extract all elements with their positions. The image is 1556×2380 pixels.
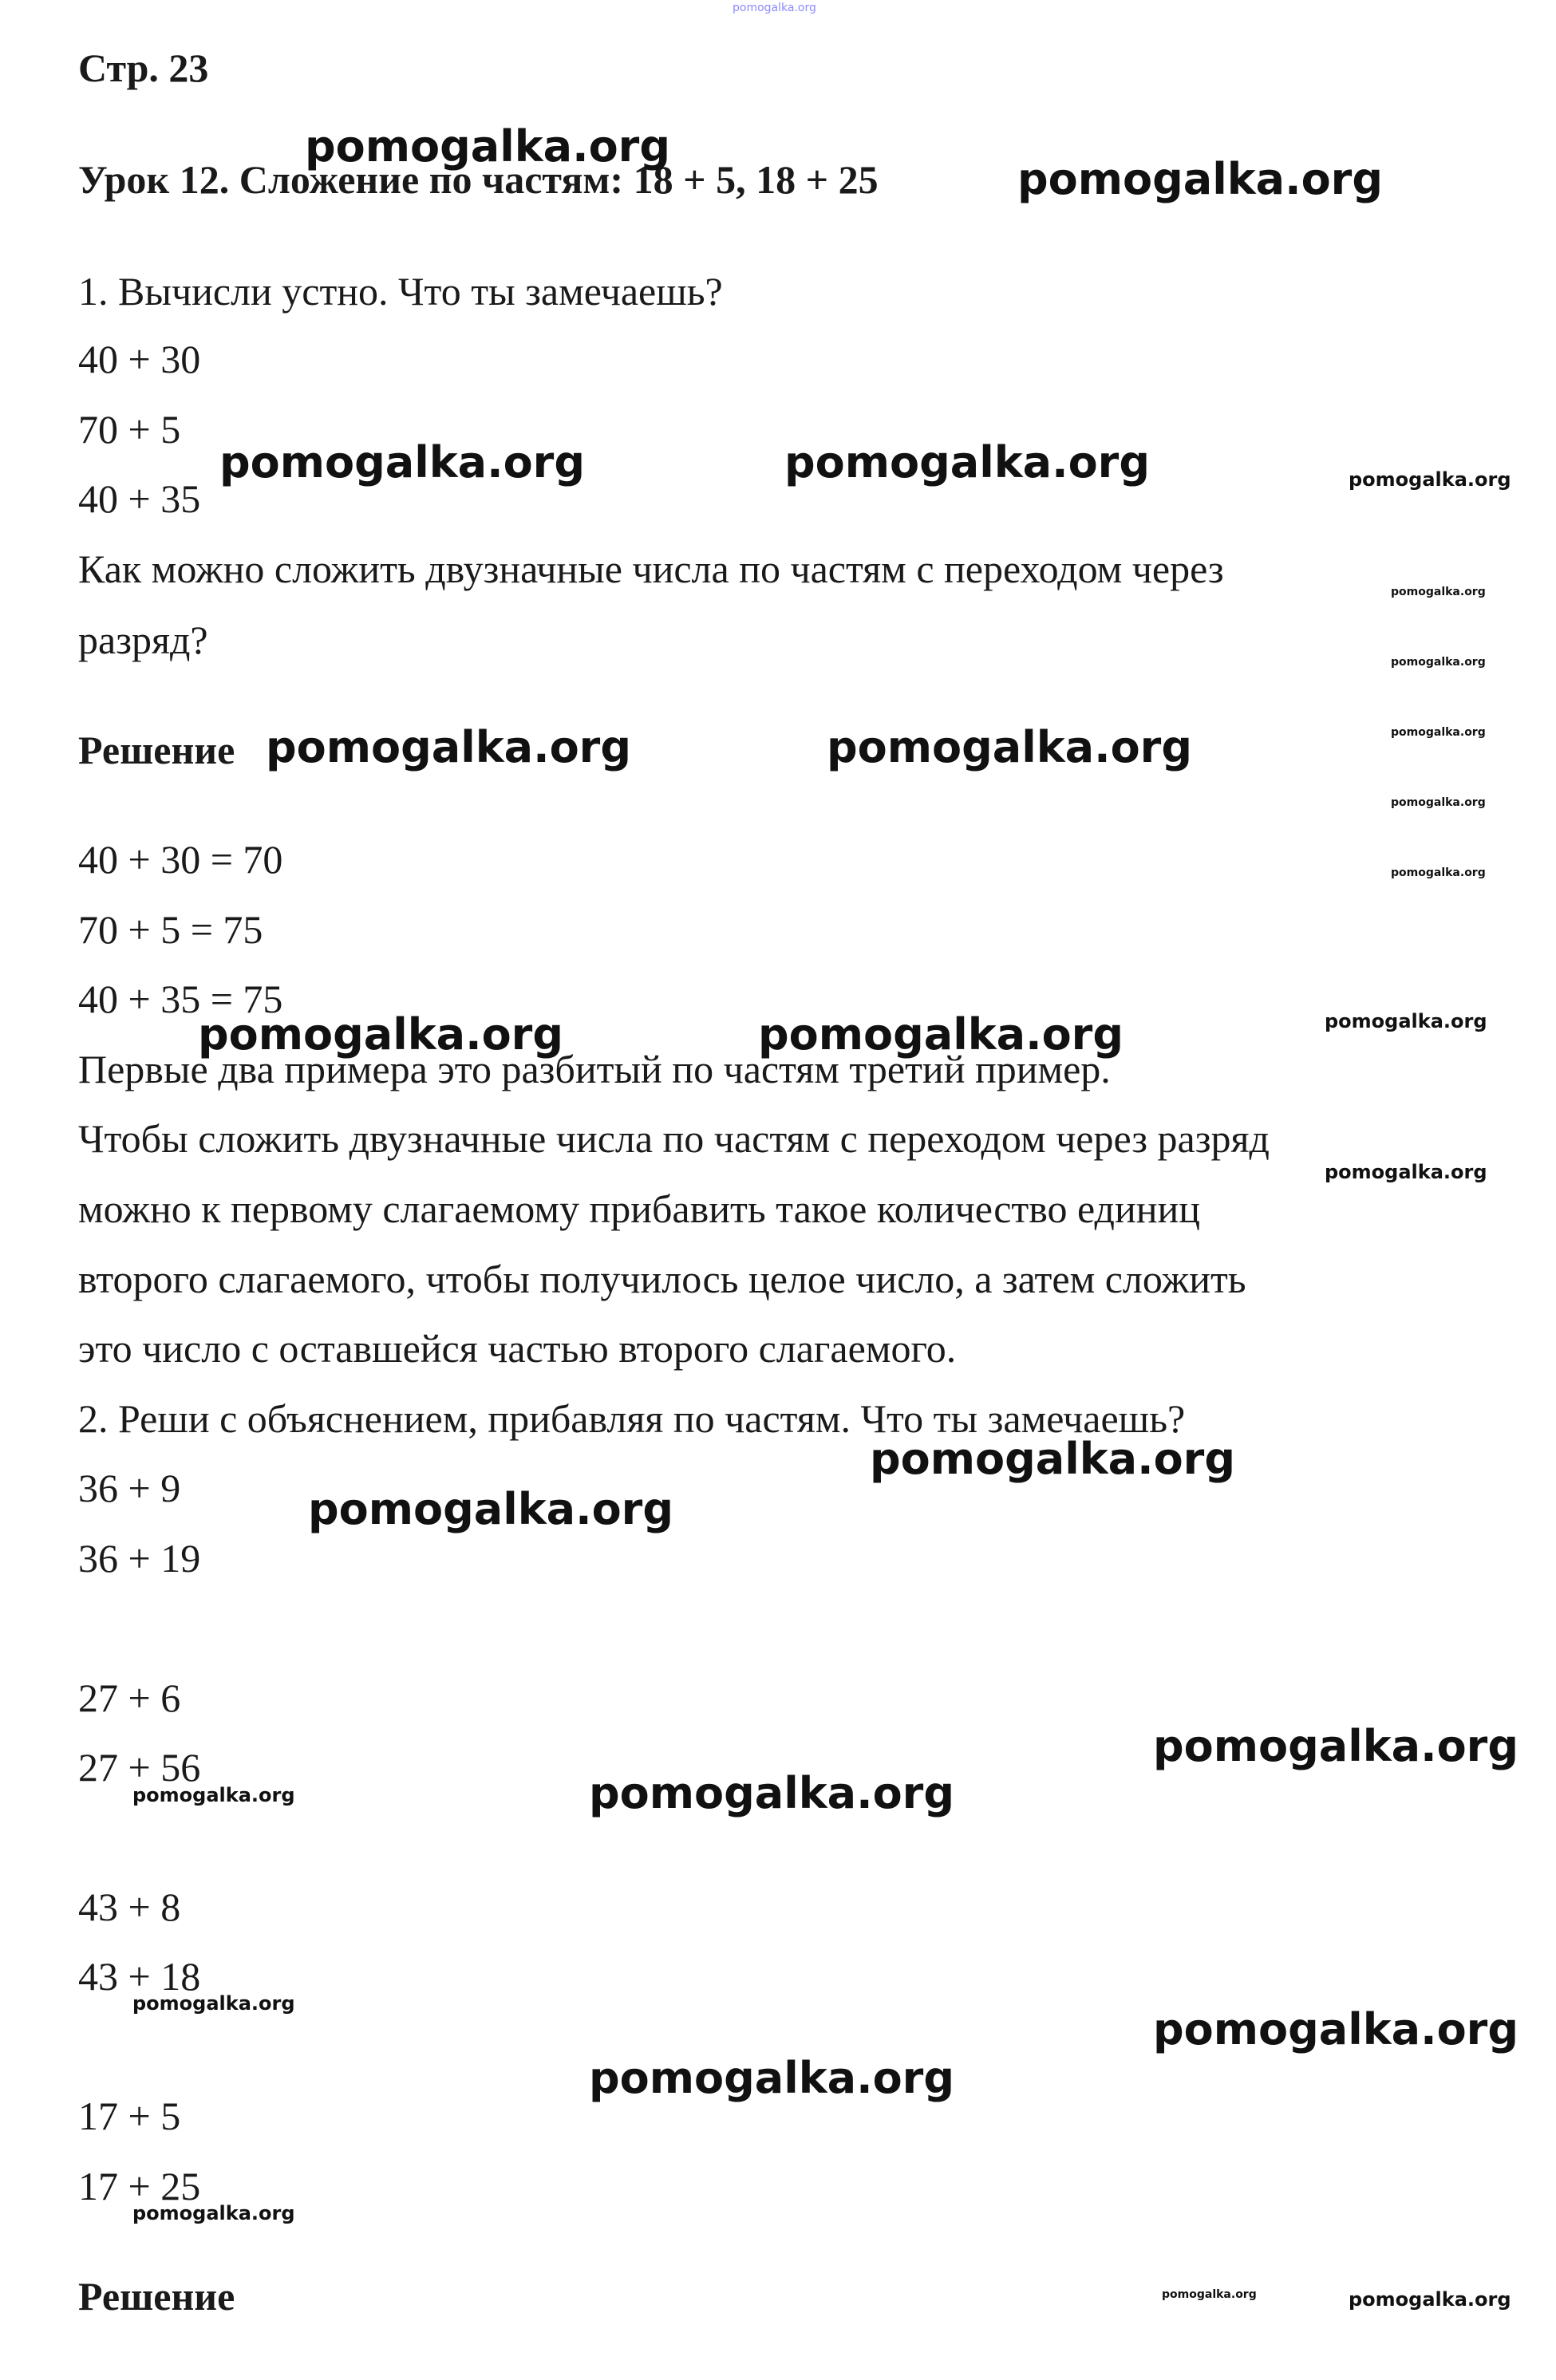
watermark-small: pomogalka.org <box>1349 2288 1511 2311</box>
watermark-large: pomogalka.org <box>266 722 631 772</box>
watermark-large: pomogalka.org <box>198 1009 563 1060</box>
task2-example-3a: 43 + 8 <box>78 1885 181 1929</box>
watermark-large: pomogalka.org <box>1153 1721 1518 1771</box>
solution1-result-3: 40 + 35 = 75 <box>78 977 283 1021</box>
task2-example-2b: 27 + 56 <box>78 1745 201 1790</box>
task1-prompt: 1. Вычисли устно. Что ты замечаешь? <box>78 269 723 314</box>
task2-example-1a: 36 + 9 <box>78 1466 181 1510</box>
watermark-small: pomogalka.org <box>132 2202 295 2224</box>
watermark-tiny: pomogalka.org <box>1391 866 1486 879</box>
task2-example-2a: 27 + 6 <box>78 1675 181 1720</box>
watermark-small: pomogalka.org <box>1325 1161 1487 1183</box>
watermark-large: pomogalka.org <box>870 1434 1235 1484</box>
watermark-tiny: pomogalka.org <box>1391 586 1486 598</box>
task2-example-4a: 17 + 5 <box>78 2094 181 2138</box>
solution1-explanation-4: второго слагаемого, чтобы получилось целое число, а затем сложить <box>78 1257 1246 1301</box>
watermark-small: pomogalka.org <box>1349 468 1511 491</box>
watermark-top: pomogalka.org <box>733 2 816 14</box>
watermark-large: pomogalka.org <box>1017 154 1383 204</box>
solution2-heading: Решение <box>78 2274 235 2319</box>
task2-example-3b: 43 + 18 <box>78 1954 201 1999</box>
task1-example-2: 70 + 5 <box>78 407 181 452</box>
task2-example-4b: 17 + 25 <box>78 2164 201 2208</box>
task1-question-line1: Как можно сложить двузначные числа по частям с переходом через <box>78 547 1224 591</box>
task2-prompt: 2. Реши с объяснением, прибавляя по частям. Что ты замечаешь? <box>78 1396 1186 1441</box>
watermark-small: pomogalka.org <box>1325 1010 1487 1032</box>
watermark-large: pomogalka.org <box>758 1009 1124 1060</box>
solution1-result-1: 40 + 30 = 70 <box>78 837 283 882</box>
watermark-small: pomogalka.org <box>132 1784 295 1806</box>
solution1-explanation-3: можно к первому слагаемому прибавить такое количество единиц <box>78 1186 1201 1231</box>
watermark-large: pomogalka.org <box>1153 2004 1518 2054</box>
watermark-tiny: pomogalka.org <box>1391 796 1486 809</box>
task1-example-1: 40 + 30 <box>78 337 201 381</box>
task1-question-line2: разряд? <box>78 618 208 662</box>
watermark-tiny: pomogalka.org <box>1162 2288 1257 2301</box>
solution1-explanation-2: Чтобы сложить двузначные числа по частям с переходом через разряд <box>78 1116 1270 1161</box>
page-label: Стр. 23 <box>78 45 209 90</box>
task2-example-1b: 36 + 19 <box>78 1536 201 1581</box>
solution1-result-2: 70 + 5 = 75 <box>78 907 263 952</box>
watermark-large: pomogalka.org <box>827 722 1192 772</box>
solution1-explanation-1: Первые два примера это разбитый по частям третий пример. <box>78 1047 1111 1091</box>
solution1-explanation-5: это число с оставшейся частью второго слагаемого. <box>78 1326 957 1371</box>
watermark-large: pomogalka.org <box>589 2053 954 2103</box>
task1-example-3: 40 + 35 <box>78 476 201 521</box>
watermark-large: pomogalka.org <box>784 437 1150 487</box>
watermark-large: pomogalka.org <box>305 121 670 172</box>
watermark-large: pomogalka.org <box>308 1484 673 1534</box>
lesson-title: Урок 12. Сложение по частям: 18 + 5, 18 + 25 <box>78 157 879 202</box>
watermark-large: pomogalka.org <box>219 437 585 487</box>
solution1-heading: Решение <box>78 728 235 772</box>
watermark-small: pomogalka.org <box>132 1992 295 2015</box>
watermark-large: pomogalka.org <box>589 1768 954 1818</box>
watermark-tiny: pomogalka.org <box>1391 656 1486 669</box>
watermark-tiny: pomogalka.org <box>1391 726 1486 739</box>
